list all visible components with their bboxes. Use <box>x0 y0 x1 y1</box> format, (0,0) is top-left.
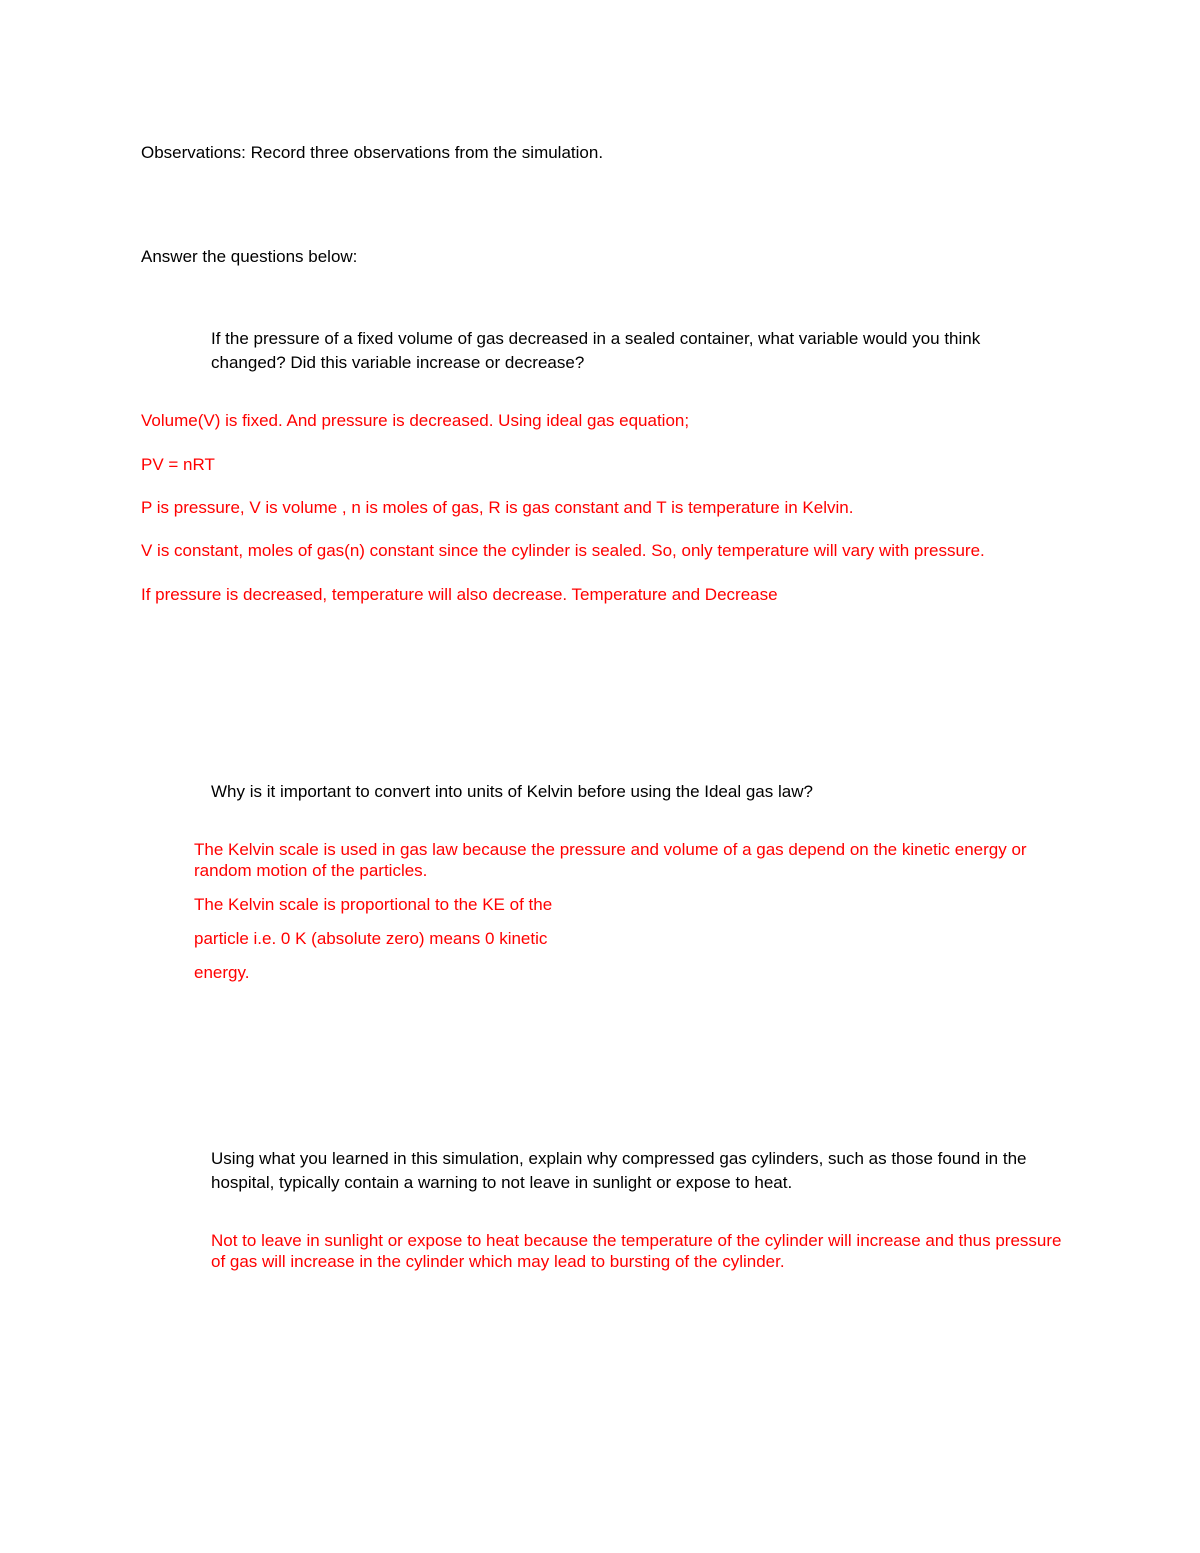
answer-2-line: random motion of the particles. <box>194 861 428 880</box>
question-1-line: changed? Did this variable increase or decrease? <box>211 353 585 372</box>
question-1-line: If the pressure of a fixed volume of gas decreased in a sealed container, what variable would you think <box>211 329 981 348</box>
answer-1-line: PV = nRT <box>141 455 215 474</box>
answer-2-line: particle i.e. 0 K (absolute zero) means 0 kinetic <box>194 929 548 948</box>
question-3-line: hospital, typically contain a warning to not leave in sunlight or expose to heat. <box>211 1173 793 1192</box>
question-3-line: Using what you learned in this simulation, explain why compressed gas cylinders, such as those found in the <box>211 1149 1027 1168</box>
answer-2-line: The Kelvin scale is used in gas law because the pressure and volume of a gas depend on the kinetic energy or <box>194 840 1027 859</box>
answer-1-line: If pressure is decreased, temperature will also decrease. Temperature and Decrease <box>141 585 778 604</box>
answer-prompt: Answer the questions below: <box>141 247 358 266</box>
answer-2-line: energy. <box>194 963 250 982</box>
answer-3-line: of gas will increase in the cylinder which may lead to bursting of the cylinder. <box>211 1252 785 1271</box>
observations-prompt: Observations: Record three observations from the simulation. <box>141 143 604 162</box>
question-2: Why is it important to convert into units of Kelvin before using the Ideal gas law? <box>211 782 813 801</box>
answer-1-line: P is pressure, V is volume , n is moles of gas, R is gas constant and T is temperature in Kelvin. <box>141 498 854 517</box>
answer-1-line: Volume(V) is fixed. And pressure is decreased. Using ideal gas equation; <box>141 411 690 430</box>
answer-3-line: Not to leave in sunlight or expose to heat because the temperature of the cylinder will increase and thus pressure <box>211 1231 1062 1250</box>
answer-2-line: The Kelvin scale is proportional to the KE of the <box>194 895 553 914</box>
answer-1-line: V is constant, moles of gas(n) constant since the cylinder is sealed. So, only temperature will vary with pressure. <box>141 541 985 560</box>
